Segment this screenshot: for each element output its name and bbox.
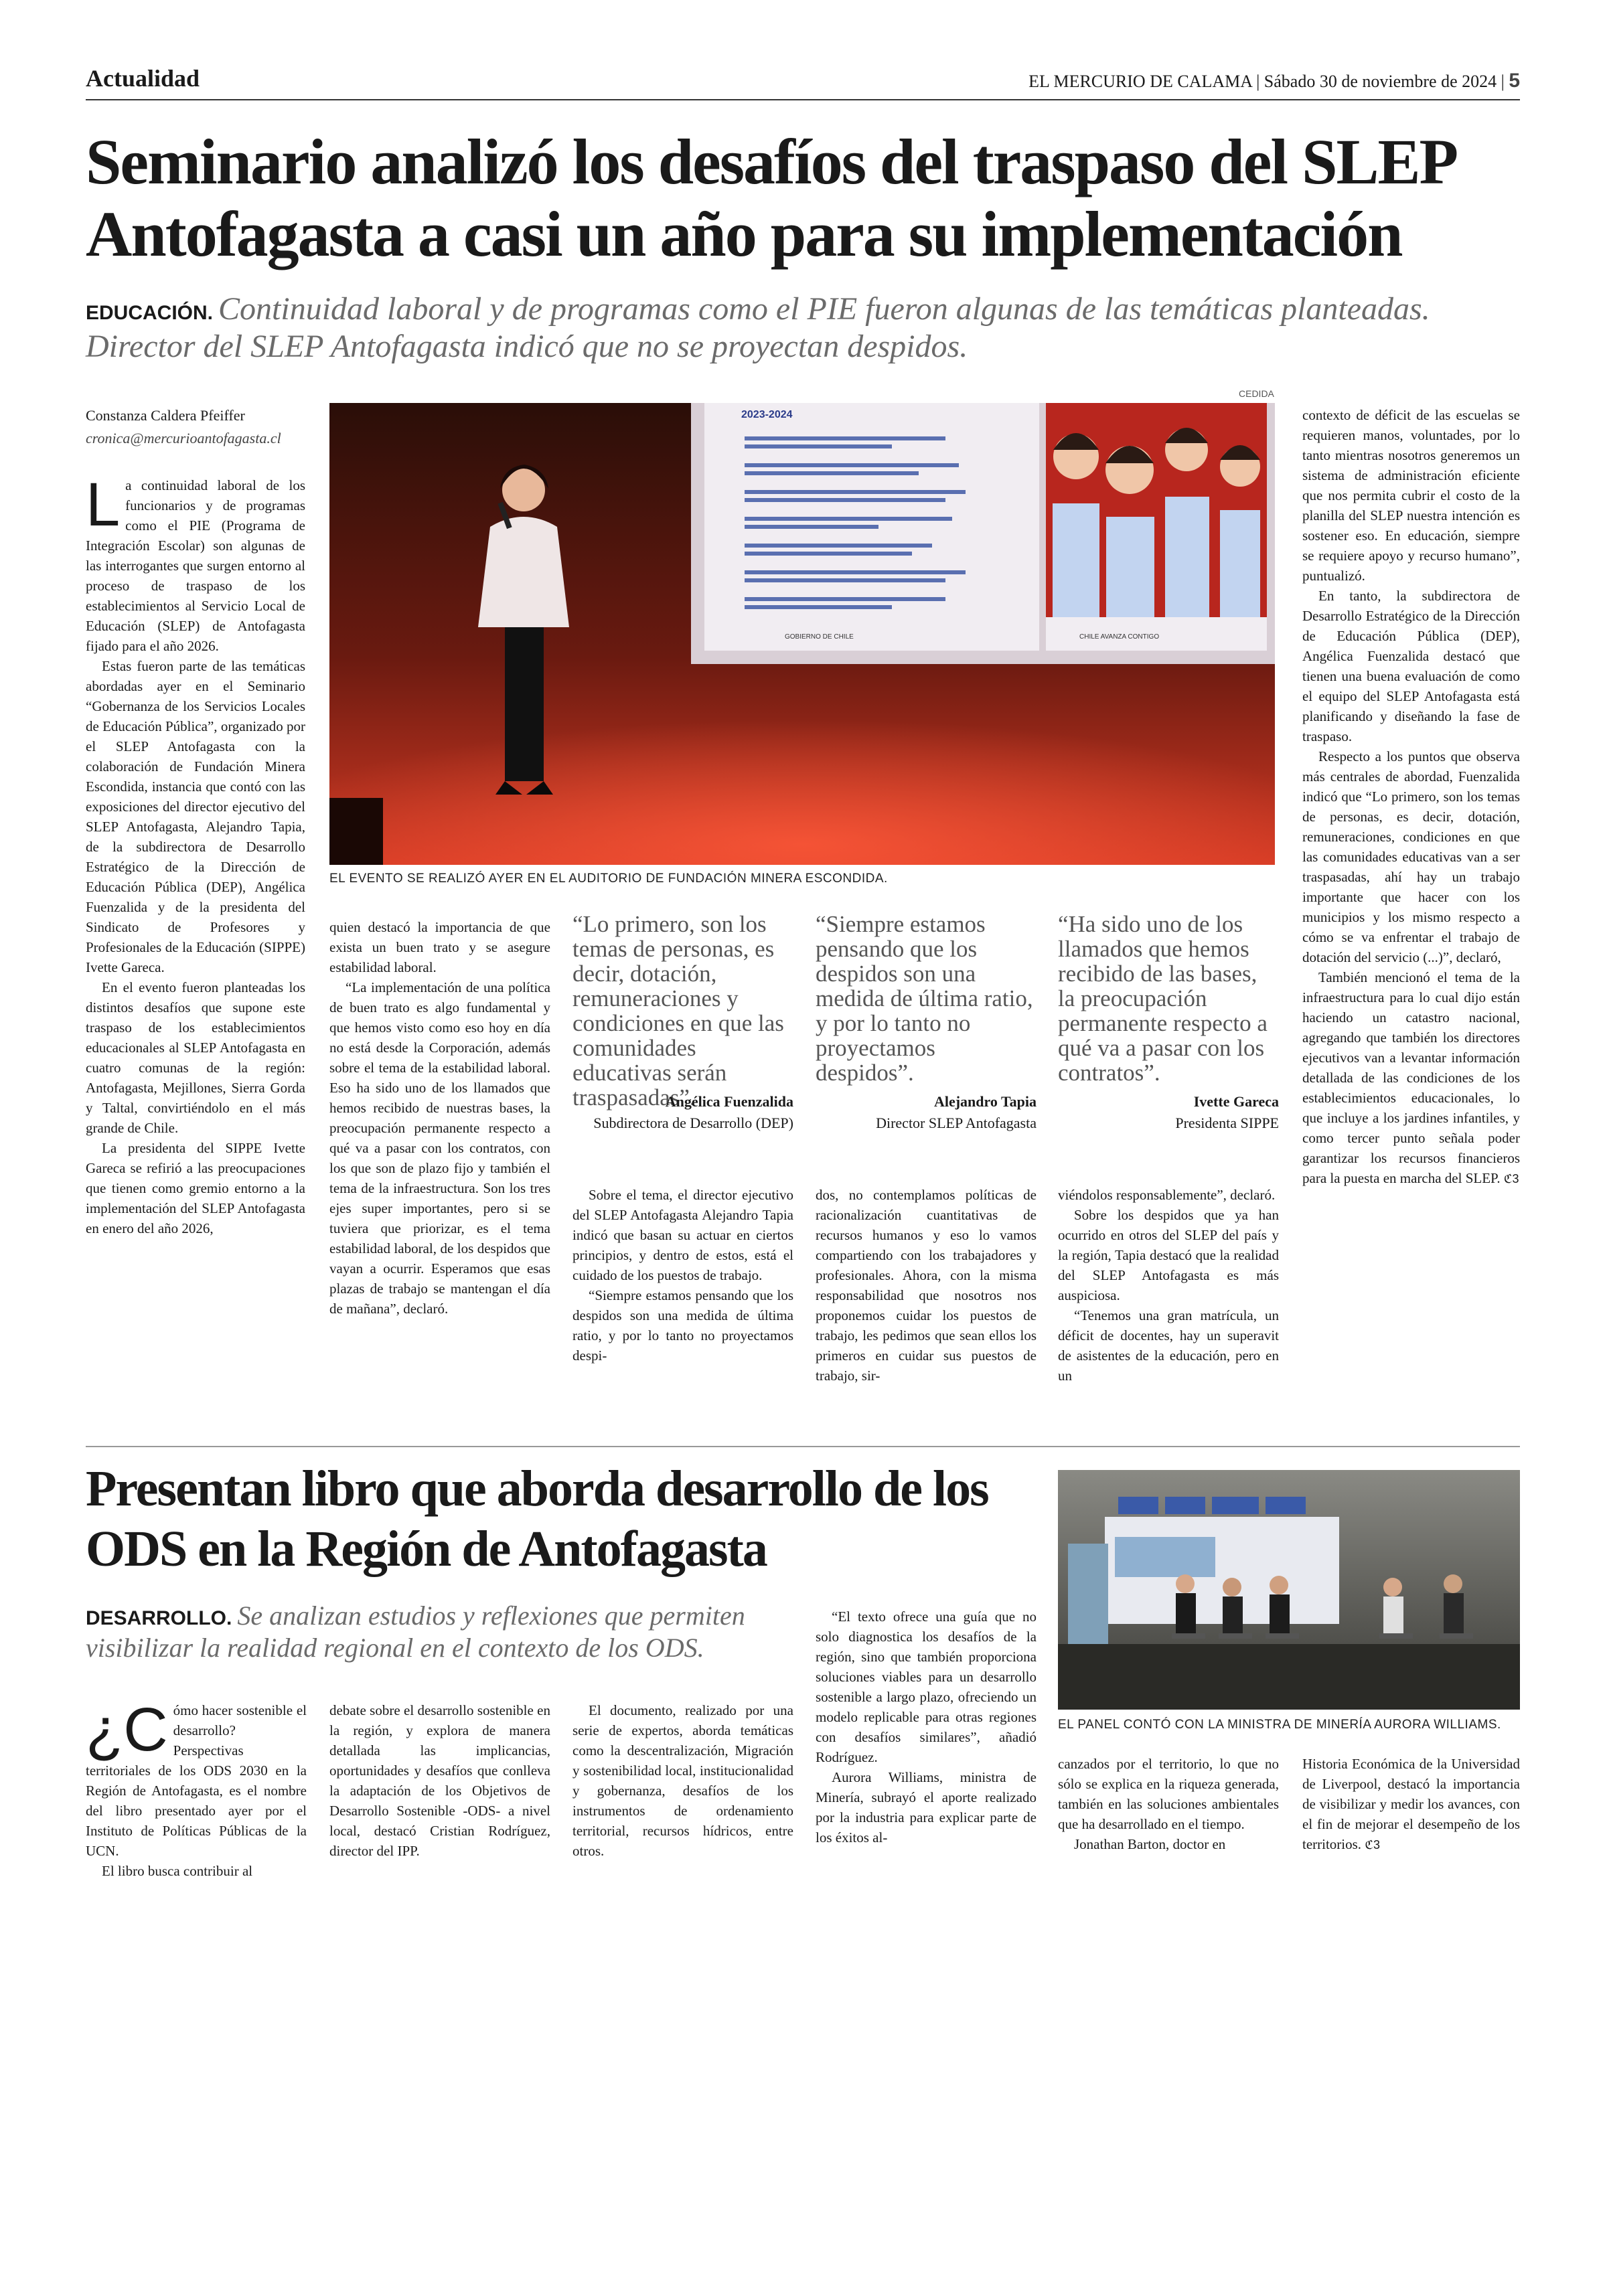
article1-column-6 xyxy=(1302,405,1520,1189)
paragraph: “Siempre estamos pensando que los despidos son una medida de última ratio, y por lo tanto no proyectamos despi- xyxy=(572,1287,793,1364)
paragraph: Historia Económica de la Universidad de Liverpool, destacó la importancia de visibilizar y medir los avances, con el fin de mejorar el desempeño de los territorios. xyxy=(1302,1756,1520,1852)
dropcap: L xyxy=(86,471,121,539)
paragraph: Sobre el tema, el director ejecutivo del SLEP Antofagasta Alejandro Tapia indicó que basan su actuar en ciertos principios, y dentro de estos, está el cuidado de los puestos de trabajo. xyxy=(572,1187,793,1283)
quote-2-attribution xyxy=(816,1091,1037,1134)
article2-subtitle: Se analizan estudios y reflexiones que permiten visibilizar la realidad regional en el contexto de los ODS. xyxy=(86,1601,745,1663)
article1-headline: Seminario analizó los desafíos del traspaso del SLEP Antofagasta a casi un año para su implementación xyxy=(86,126,1454,270)
seminar-photo xyxy=(329,403,1275,865)
article1-column-1 xyxy=(86,471,305,1238)
quote-3-name: Ivette Gareca xyxy=(1193,1093,1279,1110)
author-email[interactable]: cronica@mercurioantofagasta.cl xyxy=(86,430,281,447)
article2-column-2 xyxy=(329,1700,550,1861)
quote-1-role: Subdirectora de Desarrollo (DEP) xyxy=(593,1115,793,1131)
pull-quote-3: “Ha sido uno de los llamados que hemos recibido de las bases, la preocupación permanente respecto a qué va a pasar con los contratos”. xyxy=(1058,911,1268,1086)
slide-footer-right: CHILE AVANZA CONTIGO xyxy=(1079,633,1160,641)
pull-quote-1: “Lo primero, son los temas de personas, es decir, dotación, remuneraciones y condiciones en que las comunidades educativas serán traspasadas”. xyxy=(572,911,784,1111)
article2-headline: Presentan libro que aborda desarrollo de los ODS en la Región de Antofagasta xyxy=(86,1461,988,1577)
section-label: Actualidad xyxy=(86,65,200,92)
quote-2-role: Director SLEP Antofagasta xyxy=(876,1115,1037,1131)
paragraph: viéndolos responsablemente”, declaró. xyxy=(1058,1187,1276,1203)
paragraph: Respecto a los puntos que observa más centrales de abordad, Fuenzalida indicó que “Lo primero, son los temas de personas, es decir, dotación, remuneraciones, condiciones en que las comunidades educativas van a ser traspasadas, ahí hay un trabajo importante que hacer con los municipios y los mismo respecto a cómo se va enfrentar el trabajo de dotación del servicio (...)”, declaró, xyxy=(1302,748,1520,965)
quote-3-role: Presidenta SIPPE xyxy=(1175,1115,1279,1131)
slide-title: 2023-2024 xyxy=(741,409,793,420)
paragraph: Jonathan Barton, doctor en xyxy=(1074,1836,1226,1852)
article1-subtitle: Continuidad laboral y de programas como el PIE fueron algunas de las temáticas planteadas. Director del SLEP Antofagasta indicó que no se proyectan despidos. xyxy=(86,291,1430,365)
quote-1-attribution xyxy=(572,1091,793,1134)
paragraph: Estas fueron parte de las temáticas abordadas ayer en el Seminario “Gobernanza de los Servicios Locales de Educación Pública”, organizado por el SLEP Antofagasta con la colaboración de Fundación Minera Escondida, instancia que contó con las exposiciones del director ejecutivo del SLEP Antofagasta, Alejandro Tapia, de la subdirectora de Desarrollo Estratégico de la Dirección de Educación Pública (DEP), Angélica Fuenzalida y de la presidenta del Sindicato de Profesores y Profesionales de la Educación (SIPPE) Ivette Gareca. xyxy=(86,658,305,975)
article2-deck xyxy=(86,1600,822,1664)
article1-photo-caption: EL EVENTO SE REALIZÓ AYER EN EL AUDITORIO DE FUNDACIÓN MINERA ESCONDIDA. xyxy=(329,872,888,886)
paragraph: canzados por el territorio, lo que no sólo se explica en la riqueza generada, también en las soluciones ambientales que ha desarrollado en el tiempo. xyxy=(1058,1756,1279,1832)
dropcap-2: ¿C xyxy=(86,1696,168,1764)
paper-name: EL MERCURIO DE CALAMA xyxy=(1028,72,1252,91)
end-mark-icon: ℭ3 xyxy=(1365,1838,1380,1852)
issue-date: | Sábado 30 de noviembre de 2024 | xyxy=(1256,72,1505,91)
paragraph: También mencionó el tema de la infraestructura para lo cual dijo están haciendo un catastro nacional, agregando que también los directores ejecutivos van a levantar información detallada de las condiciones de los establecimientos educacionales, lo que incluye a los jardines infantiles, y como tercer punto señala poder garantizar los recursos financieros para la puesta en marcha del SLEP. xyxy=(1302,969,1520,1186)
author-name: Constanza Caldera Pfeiffer xyxy=(86,407,245,424)
quote-3-attribution xyxy=(1058,1091,1279,1134)
paragraph: contexto de déficit de las escuelas se requieren manos, voluntades, por lo tanto mientras nosotros generemos un sistema de administración eficiente que nos permita cubrir el costo de la planilla del SLEP nuestra intención es sostener eso. En educación, siempre se requiere apoyo y recurso humano”, puntualizó. xyxy=(1302,407,1520,584)
paragraph: Sobre los despidos que ya han ocurrido en otros del SLEP del país y la región, Tapia destacó que la realidad del SLEP Antofagasta es más auspiciosa. xyxy=(1058,1207,1279,1303)
article1-kicker: EDUCACIÓN. xyxy=(86,302,214,324)
page-number: 5 xyxy=(1509,70,1520,92)
panel-illustration xyxy=(1058,1470,1520,1710)
paragraph: dos, no contemplamos políticas de racionalización cuantitativas de recursos humanos y eso lo vamos compartiendo con los trabajadores y profesionales. Ahora, con la misma responsabilidad que nosotros nos proponemos cuidar los puestos de trabajo, les pedimos que sean ellos los primeros en cuidar sus puestos de trabajo, sir- xyxy=(816,1187,1037,1384)
article2-kicker: DESARROLLO. xyxy=(86,1607,232,1629)
pull-quote-2: “Siempre estamos pensando que los despidos son una medida de última ratio, y por lo tanto no proyectamos despidos”. xyxy=(816,911,1033,1086)
quote-2-name: Alejandro Tapia xyxy=(933,1093,1037,1110)
slide-footer-left: GOBIERNO DE CHILE xyxy=(785,633,854,641)
seminar-illustration xyxy=(329,403,1275,865)
paragraph: “Tenemos una gran matrícula, un déficit de docentes, hay un superavit de asistentes de la educación, pero en un xyxy=(1058,1307,1279,1384)
article2-column-3 xyxy=(572,1700,793,1861)
paragraph: a continuidad laboral de los funcionarios y de programas como el PIE (Programa de Integración Escolar) son algunas de las interrogantes que surgen entorno al proceso de traspaso de los establecimientos al Servicio Local de Educación (SLEP) de Antofagasta fijado para el año 2026. xyxy=(86,477,305,654)
end-mark-icon: ℭ3 xyxy=(1503,1172,1519,1185)
paragraph: La presidenta del SIPPE Ivette Gareca se refirió a las preocupaciones que tienen como gremio entorno a la implementación del SLEP Antofagasta en enero del año 2026, xyxy=(86,1140,305,1236)
quote-1-name: Angélica Fuenzalida xyxy=(665,1093,793,1110)
paragraph: En tanto, la subdirectora de Desarrollo Estratégico de la Dirección de Educación Pública (DEP), Angélica Fuenzalida destacó que tienen una buena evaluación de como el equipo del SLEP Antofagasta está planificando y diseñando la fase de traspaso. xyxy=(1302,588,1520,744)
paragraph: El libro busca contribuir al xyxy=(102,1863,253,1879)
paragraph: quien destacó la importancia de que exista un buen trato y se asegure estabilidad laboral. xyxy=(329,919,550,975)
article-divider xyxy=(86,1446,1520,1447)
article2-column-5 xyxy=(1058,1754,1279,1854)
header-rule xyxy=(86,99,1520,100)
article2-column-1 xyxy=(86,1696,307,1881)
article1-column-2 xyxy=(329,917,550,1319)
article2-photo-caption: EL PANEL CONTÓ CON LA MINISTRA DE MINERÍA AURORA WILLIAMS. xyxy=(1058,1718,1501,1732)
article1-column-3 xyxy=(572,1185,793,1366)
paragraph: debate sobre el desarrollo sostenible en la región, y explora de manera detallada las implicancias, oportunidades y desafíos que conlleva la adaptación de los Objetivos de Desarrollo Sostenible -ODS- a nivel local, destacó Cristian Rodríguez, director del IPP. xyxy=(329,1702,550,1859)
paragraph: Aurora Williams, ministra de Minería, subrayó el aporte realizado por la industria para explicar parte de los éxitos al- xyxy=(816,1769,1037,1846)
article2-column-6 xyxy=(1302,1754,1520,1855)
paragraph: ómo hacer sostenible el desarrollo? Perspectivas territoriales de los ODS 2030 en la Región de Antofagasta, es el nombre del libro presentado ayer por el Instituto de Políticas Públicas de la UCN. xyxy=(86,1702,307,1859)
paragraph: “La implementación de una política de buen trato es algo fundamental y que hemos visto como eso hoy en día no está desde la Corporación, además sobre el tema de la estabilidad laboral. Eso ha sido uno de los llamados que hemos recibido de nuestras bases, la preocupación permanente respecto a qué va a pasar con los contratos, con los que son de plazo fijo y también el tema de la infraestructura. Son los tres ejes super importantes, pero si se tuviera que priorizar, es el tema estabilidad laboral, de los despidos que vayan a ocurrir. Esperamos que esas plazas de trabajo se mantengan el día de mañana”, declaró. xyxy=(329,979,550,1317)
masthead xyxy=(1028,70,1520,92)
paragraph: “El texto ofrece una guía que no solo diagnostica los desafíos de la región, sino que también proporciona soluciones viables para un desarrollo sostenible a largo plazo, ofreciendo un modelo replicable para otras regiones con desafíos similares”, añadió Rodríguez. xyxy=(816,1609,1037,1765)
byline xyxy=(86,404,307,450)
panel-photo xyxy=(1058,1470,1520,1710)
photo-credit: CEDIDA xyxy=(1239,388,1274,399)
article1-deck xyxy=(86,291,1519,365)
article2-column-4 xyxy=(816,1607,1037,1848)
article1-column-5 xyxy=(1058,1185,1279,1386)
paragraph: En el evento fueron planteadas los distintos desafíos que supone este traspaso de los establecimientos educacionales al SLEP Antofagasta en cuatro comunas de la región: Antofagasta, Mejillones, Sierra Gorda y Taltal, convirtiéndolo en el más grande de Chile. xyxy=(86,979,305,1136)
article1-column-4 xyxy=(816,1185,1037,1386)
paragraph: El documento, realizado por una serie de expertos, aborda temáticas como la descentralización, Migración y sostenibilidad local, institucionalidad y gobernanza, desafíos de los instrumentos de ordenamiento territorial, recursos hídricos, entre otros. xyxy=(572,1702,793,1859)
